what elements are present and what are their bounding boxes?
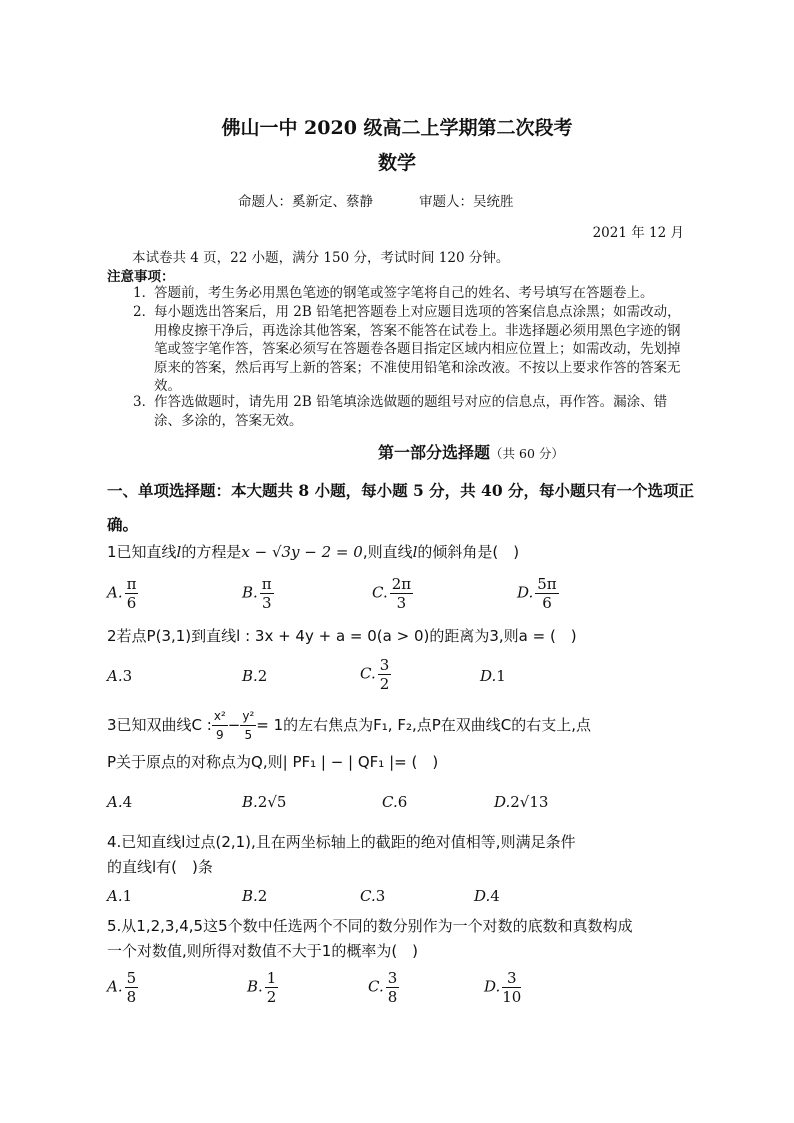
question-4-option-b[interactable]: B.2: [242, 887, 268, 905]
proposers: 命题人：奚新定、蔡静: [238, 194, 373, 210]
question-5-line-2: 一个对数值,则所得对数值不大于1的概率为( ): [107, 942, 419, 960]
question-5-option-d[interactable]: D. $\frac{3}{10}$: [484, 969, 522, 1006]
part-title-main: 第一部分选择题: [378, 443, 491, 462]
question-4-option-d[interactable]: D.4: [474, 887, 500, 905]
question-4-line-2: 的直线l有( )条: [107, 858, 213, 876]
note-item-1: [133, 284, 693, 303]
question-2-option-d[interactable]: D.1: [480, 667, 506, 685]
note-number: 3．: [133, 394, 156, 410]
part-title-score: （共 60 分）: [490, 446, 564, 461]
question-2-option-c[interactable]: C. $\frac{3}{2}$: [360, 656, 390, 693]
note-number: 2．: [133, 304, 156, 320]
question-3-option-c[interactable]: C.6: [382, 793, 408, 811]
note-item-2: [133, 303, 693, 396]
question-3-line-2: P关于原点的对称点为Q,则| PF₁ | − | QF₁ |= ( ): [107, 753, 439, 771]
question-2-option-a[interactable]: A.3: [107, 667, 133, 685]
question-5-line-1: 5.从1,2,3,4,5这5个数中任选两个不同的数分别作为一个对数的底数和真数构成: [107, 917, 633, 935]
question-1-stem: 1已知直线l的方程是x − √3y − 2 = 0,则直线l的倾斜角是( ): [107, 543, 520, 561]
notes-title: 注意事项：: [107, 269, 175, 285]
question-5-option-c[interactable]: C. $\frac{3}{8}$: [368, 969, 398, 1006]
exam-subject: 数学: [377, 152, 416, 174]
question-3-option-a[interactable]: A.4: [107, 793, 133, 811]
question-5-option-b[interactable]: B. $\frac{1}{2}$: [247, 969, 277, 1006]
question-5-option-a[interactable]: A. $\frac{5}{8}$: [107, 969, 137, 1006]
note-text: 答题前，考生务必用黑色笔迹的钢笔或签字笔将自己的姓名、考号填写在答题卷上。: [154, 285, 654, 301]
question-1-option-a[interactable]: A. $\frac{\pi}{6}$: [107, 575, 137, 612]
question-1-option-d[interactable]: D. $\frac{5\pi}{6}$: [517, 575, 557, 612]
question-4-line-1: 4.已知直线l过点(2,1),且在两坐标轴上的截距的绝对值相等,则满足条件: [107, 833, 576, 851]
note-number: 1．: [133, 285, 156, 301]
question-3-option-b[interactable]: B.2√5: [242, 793, 287, 811]
exam-authors: [238, 190, 514, 210]
question-1-option-c[interactable]: C. $\frac{2\pi}{3}$: [372, 575, 412, 612]
exam-intro: 本试卷共 4 页，22 小题，满分 150 分，考试时间 120 分钟。: [132, 250, 510, 266]
question-2-stem: 2若点P(3,1)到直线l : 3x + 4y + a = 0(a > 0)的距离为3,则a = ( ): [107, 627, 577, 645]
equation: x − √3y − 2 = 0: [241, 543, 363, 561]
question-3-option-d[interactable]: D.2√13: [494, 793, 549, 811]
question-1-option-b[interactable]: B. $\frac{\pi}{3}$: [242, 575, 272, 612]
question-2-option-b[interactable]: B.2: [242, 667, 268, 685]
part-title: [378, 440, 564, 463]
question-4-option-a[interactable]: A.1: [107, 887, 133, 905]
note-text: 作答选做题时，请先用 2B 铅笔填涂选做题的题组号对应的信息点，再作答。漏涂、错涂、多涂的，答案无效。: [154, 394, 668, 429]
section-heading: 一、单项选择题：本大题共 8 小题，每小题 5 分，共 40 分，每小题只有一个选项正确。: [107, 481, 695, 534]
question-4-option-c[interactable]: C.3: [360, 887, 386, 905]
exam-title: 佛山一中 2020 级高二上学期第二次段考: [221, 117, 573, 139]
question-3-stem: 3已知双曲线C : $\frac{\text{x²}}{9}$ − $\frac{\text{y²}}{5}$ = 1的左右焦点为F₁, F₂,点P在双曲线C的右支上,点: [107, 709, 592, 742]
exam-date: 2021 年 12 月: [592, 225, 684, 241]
note-item-3: [133, 393, 693, 430]
note-text: 每小题选出答案后，用 2B 铅笔把答题卷上对应题目选项的答案信息点涂黑；如需改动，用橡皮擦干净后，再选涂其他答案，答案不能答在试卷上。非选择题必须用黑色字迹的钢笔或签字笔作答，答案必须写在答题卷各题目指定区域内相应位置上；如需改动，先划掉原来的答案，然后再写上新的答案；不准使用铅笔和涂改液。不按以上要求作答的答案无效。: [154, 304, 681, 394]
reviewer: 审题人：吴统胜: [419, 194, 514, 210]
